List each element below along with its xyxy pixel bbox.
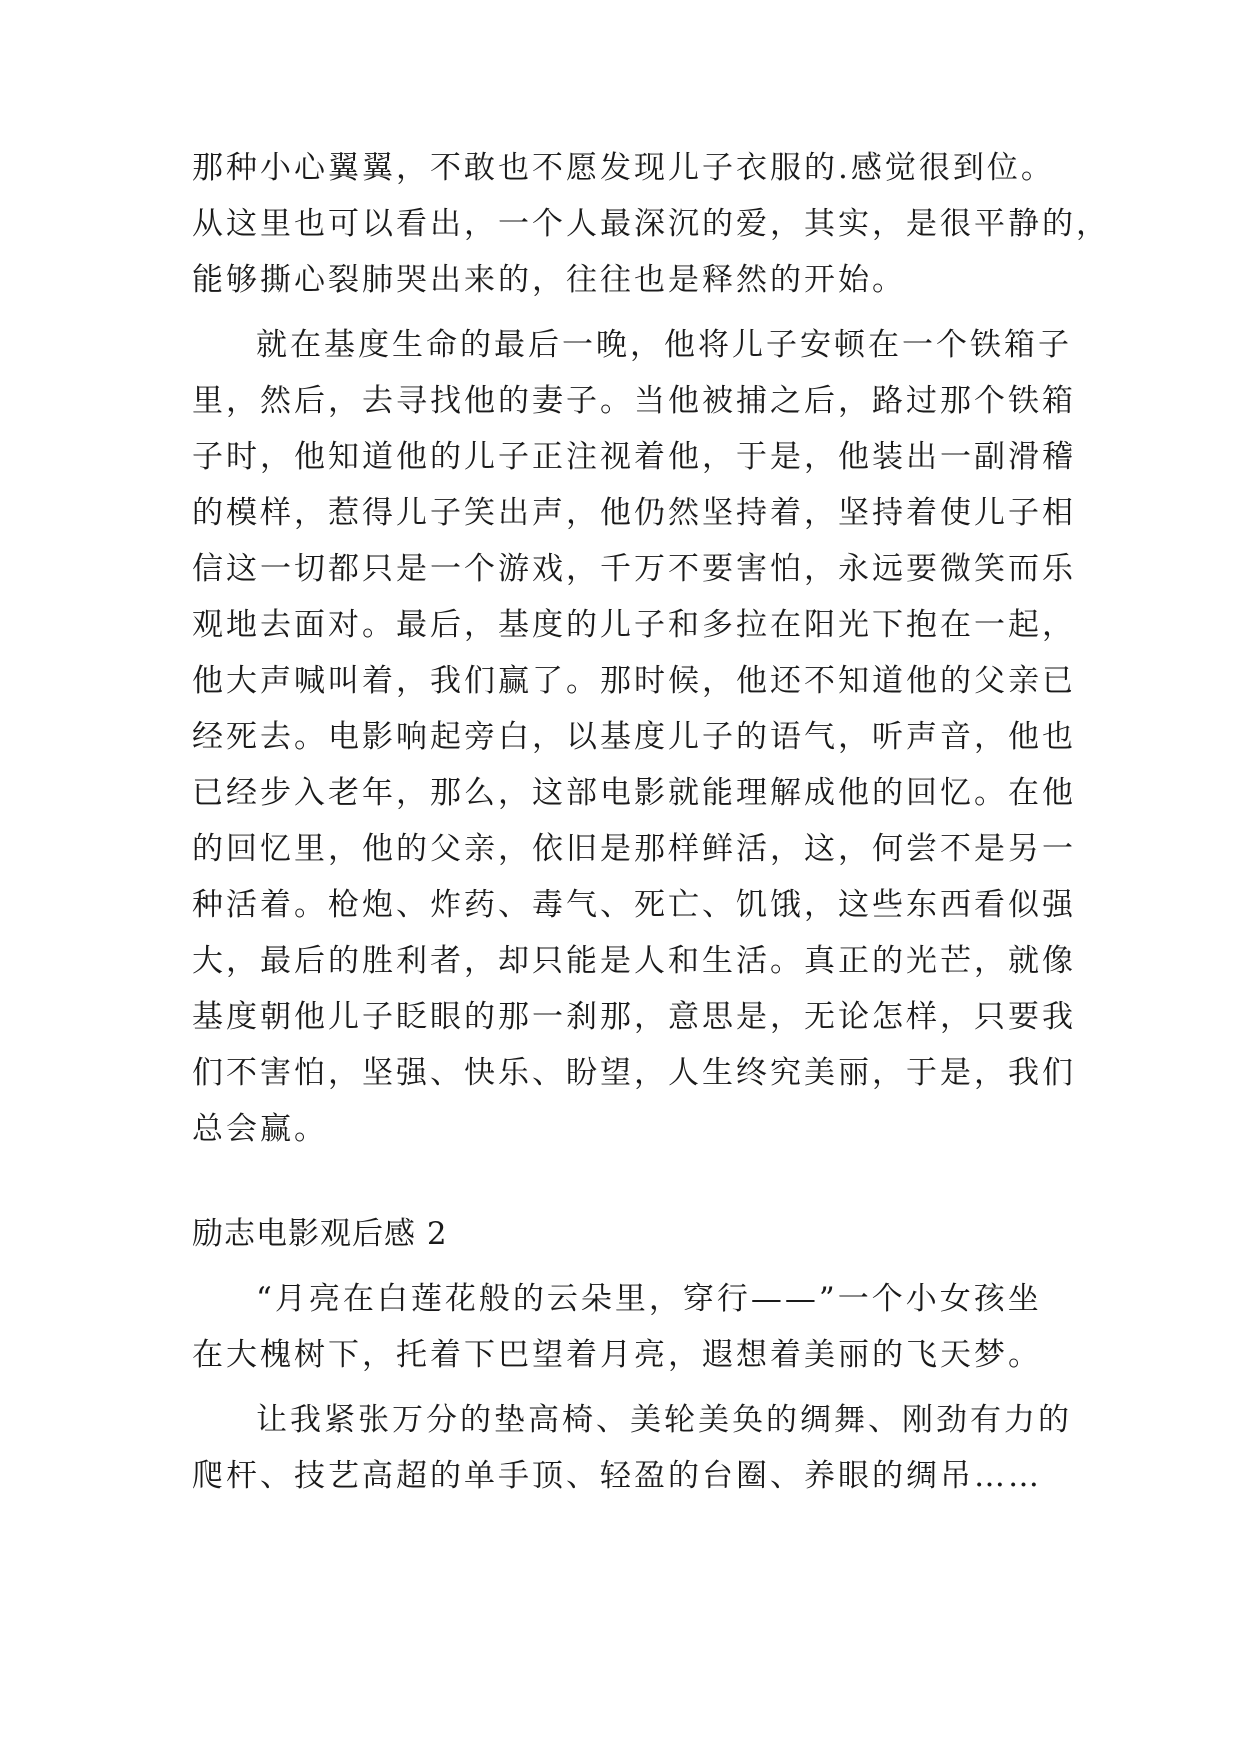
- text-line: 总会赢。: [192, 1111, 328, 1147]
- text-line: 们不害怕，坚强、快乐、盼望，人生终究美丽，于是，我们: [192, 1055, 1076, 1091]
- text-line: 子时，他知道他的儿子正注视着他，于是，他装出一副滑稽: [192, 439, 1076, 475]
- text-line: 让我紧张万分的垫高椅、美轮美奂的绸舞、刚劲有力的: [256, 1402, 1072, 1438]
- text-line: “月亮在白莲花般的云朵里，穿行——”一个小女孩坐: [256, 1281, 1042, 1317]
- text-line: 的模样，惹得儿子笑出声，他仍然坚持着，坚持着使儿子相: [192, 495, 1076, 531]
- text-line: 能够撕心裂肺哭出来的，往往也是释然的开始。: [192, 262, 906, 298]
- text-line: 种活着。枪炮、炸药、毒气、死亡、饥饿，这些东西看似强: [192, 887, 1076, 923]
- text-line: 信这一切都只是一个游戏，千万不要害怕，永远要微笑而乐: [192, 551, 1076, 587]
- text-line: 在大槐树下，托着下巴望着月亮，遐想着美丽的飞天梦。: [192, 1337, 1042, 1373]
- text-line: 就在基度生命的最后一晚，他将儿子安顿在一个铁箱子: [256, 327, 1072, 363]
- text-line: 观地去面对。最后，基度的儿子和多拉在阳光下抱在一起，: [192, 607, 1076, 643]
- text-line: 爬杆、技艺高超的单手顶、轻盈的台圈、养眼的绸吊……: [192, 1458, 1042, 1494]
- text-line: 大，最后的胜利者，却只能是人和生活。真正的光芒，就像: [192, 943, 1076, 979]
- text-line: 那种小心翼翼，不敢也不愿发现儿子衣服的.感觉很到位。: [192, 150, 1055, 186]
- text-line: 已经步入老年，那么，这部电影就能理解成他的回忆。在他: [192, 775, 1076, 811]
- text-line: 经死去。电影响起旁白，以基度儿子的语气，听声音，他也: [192, 719, 1076, 755]
- section-title: 励志电影观后感 2: [192, 1216, 448, 1252]
- text-line: 他大声喊叫着，我们赢了。那时候，他还不知道他的父亲已: [192, 663, 1076, 699]
- text-line: 里，然后，去寻找他的妻子。当他被捕之后，路过那个铁箱: [192, 383, 1076, 419]
- text-line: 基度朝他儿子眨眼的那一刹那，意思是，无论怎样，只要我: [192, 999, 1076, 1035]
- text-line: 的回忆里，他的父亲，依旧是那样鲜活，这，何尝不是另一: [192, 831, 1076, 867]
- text-line: 从这里也可以看出，一个人最深沉的爱，其实，是很平静的，: [192, 206, 1110, 242]
